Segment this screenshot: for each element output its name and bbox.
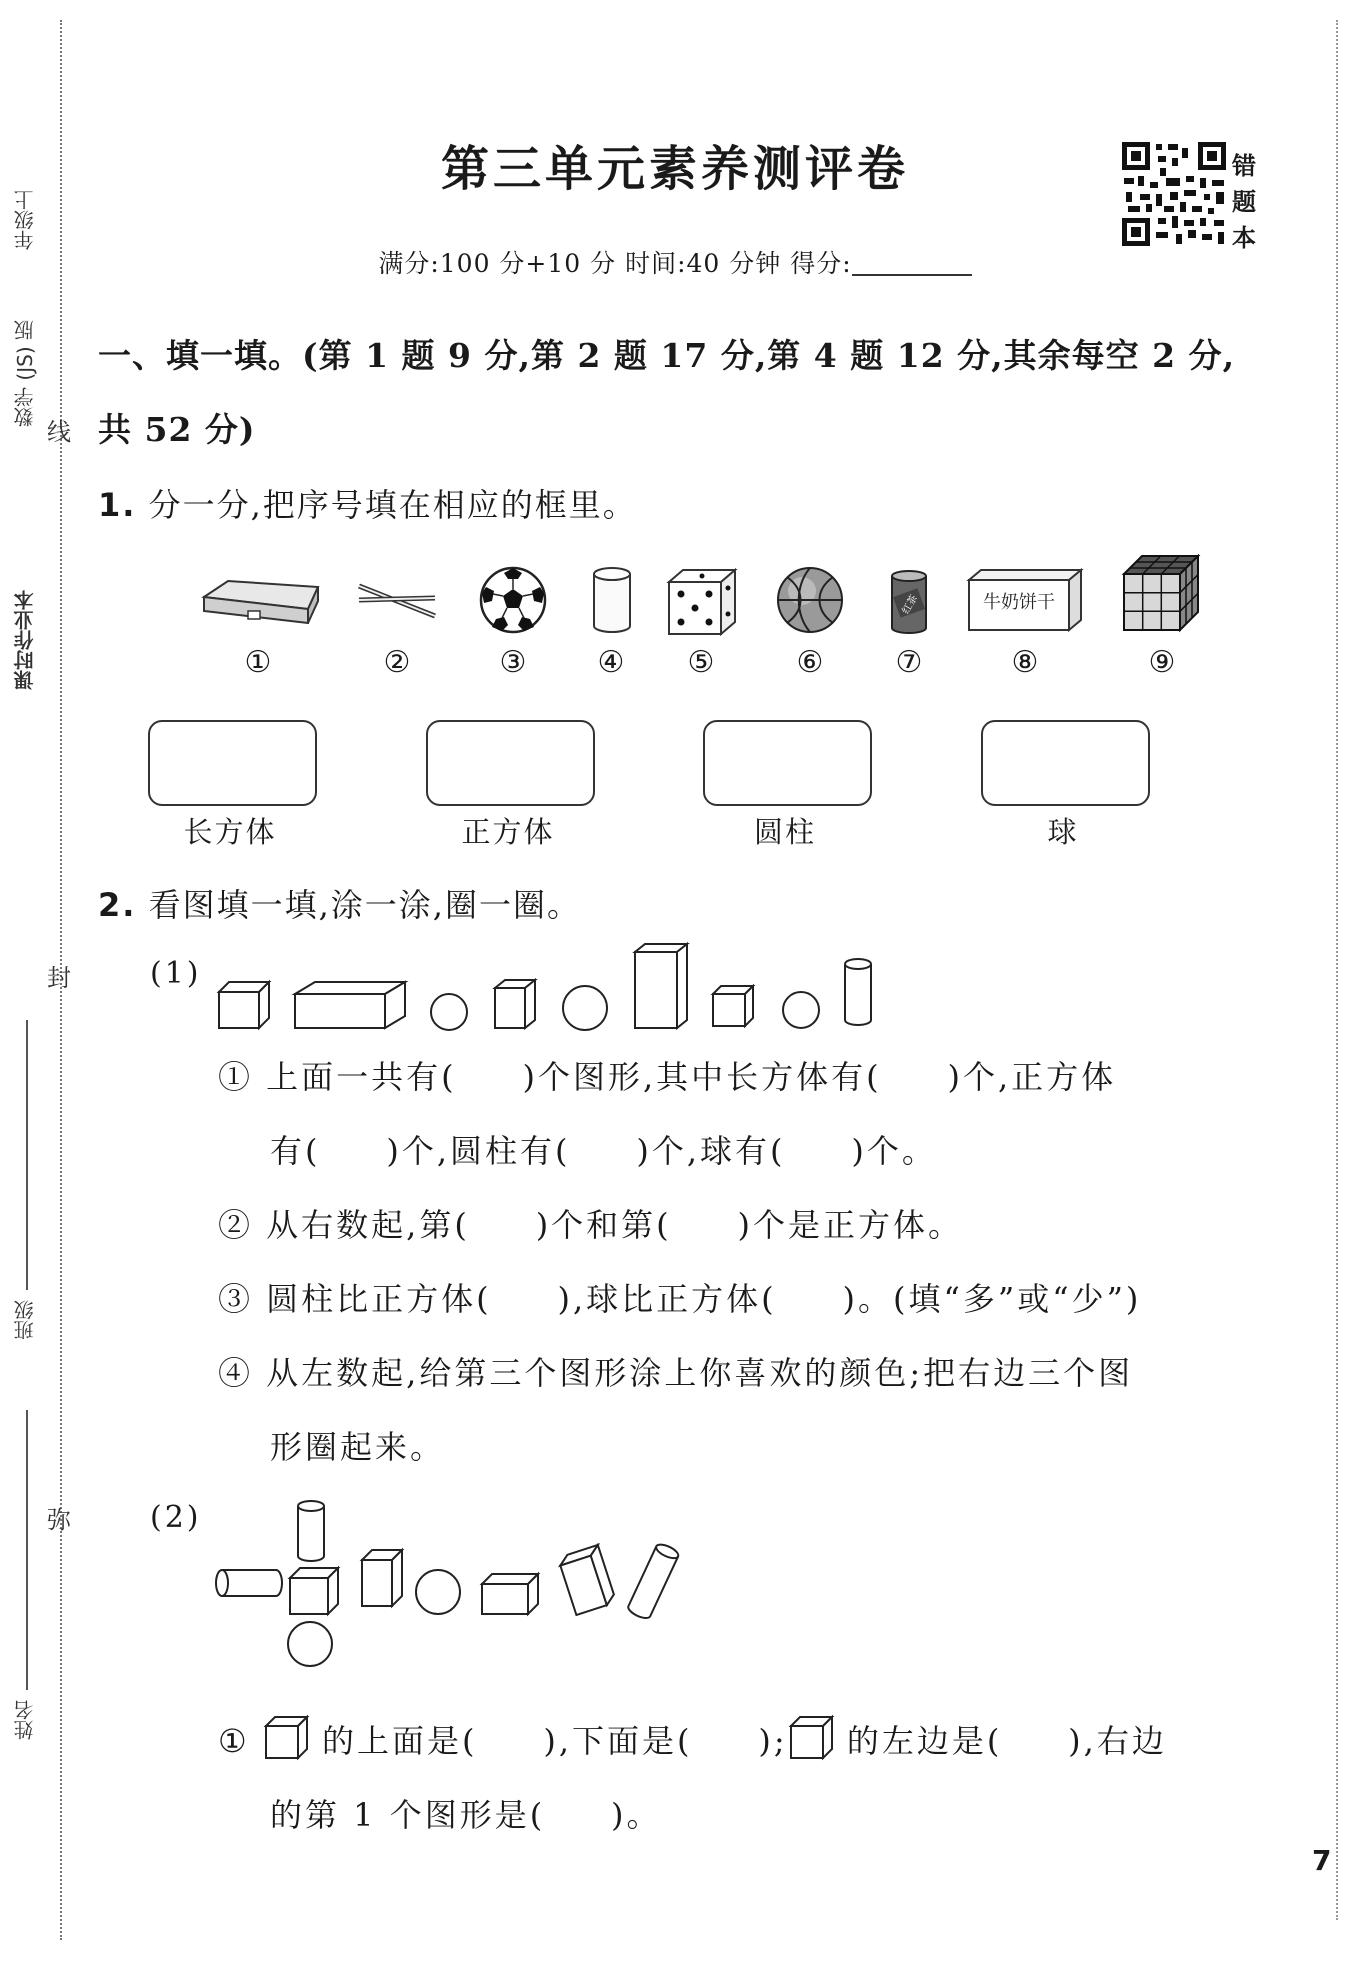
qr-code-icon[interactable] [1120,140,1228,248]
q2-1-line-5: ④ 从左数起,给第三个图形涂上你喜欢的颜色;把右边三个图 [218,1354,1134,1392]
sphere-icon [563,986,607,1030]
name-blank-line [26,1410,28,1690]
q2-1-line-4: ③ 圆柱比正方体( ),球比正方体( )。(填“多”或“少”) [218,1280,1142,1318]
section-heading-line1: 一、填一填。(第 1 题 9 分,第 2 题 17 分,第 4 题 12 分,其余每空 2 分, [98,336,1236,375]
question-1-number: 1. [98,486,137,524]
q2-2-line-1 [218,1714,1167,1762]
cuboid-icon [295,982,405,1028]
side-text-edition: 数学 (JS) 版 [13,320,37,427]
page-title: 第三单元素养测评卷 [440,141,909,197]
item-number: ① [244,645,272,680]
qr-label [1232,148,1262,256]
cube-icon [290,1568,338,1614]
part-2-label: (2) [150,1500,202,1535]
q2-1-line-6: 形圈起来。 [270,1428,446,1466]
rubiks-cube-icon [1120,552,1200,634]
sphere-icon [416,1570,460,1614]
question-2-number: 2. [98,886,137,924]
side-text-name: 姓名 [13,1700,37,1740]
box-label-cuboid: 长方体 [183,815,277,849]
cylinder-icon [216,1570,282,1596]
shapes-row-1 [215,980,895,1030]
box-label-sphere: 球 [1047,815,1079,849]
cuboid-icon [635,944,687,1028]
part-1-label: (1) [150,956,202,991]
qr-label-char: 题 [1232,187,1256,216]
question-1 [98,480,637,526]
score-blank[interactable] [852,274,972,276]
q2-1-line-2: 有( )个,圆柱有( )个,球有( )个。 [270,1132,937,1170]
basketball-icon [775,565,845,635]
answer-box-cuboid[interactable] [148,720,317,806]
cube-icon [263,1714,309,1760]
section-heading-line2: 共 52 分) [98,410,256,449]
cube-icon [219,982,269,1028]
q2-2-line-1-middle: 的上面是( ),下面是( ); [308,1722,788,1760]
page-number: 7 [1312,1844,1332,1877]
pencil-case-icon [198,575,320,630]
side-text-book: 课时作业本 [13,590,37,690]
item-number: ③ [499,645,527,680]
cuboid-icon [558,1545,616,1615]
cube-icon [713,986,753,1026]
cracker-box-icon [965,566,1085,636]
item-number: ⑥ [796,645,824,680]
qr-label-char: 本 [1232,223,1256,252]
sticks-icon [355,578,440,623]
side-mark-line: 线 [47,418,71,446]
edge-dotted-line [1336,20,1338,1920]
soccer-ball-icon [478,565,548,635]
dice-icon [665,566,737,636]
answer-box-sphere[interactable] [981,720,1150,806]
cuboid-icon [495,980,535,1028]
cylinder-icon [298,1501,324,1561]
cuboid-icon [362,1550,402,1606]
question-2-text: 看图填一填,涂一涂,圈一圈。 [148,886,581,924]
cylinder-icon [845,959,871,1025]
q2-2-line-2: 的第 1 个图形是( )。 [270,1796,662,1834]
item-number: ⑦ [895,645,923,680]
side-mark-seal2: 弥 [47,1506,71,1534]
cylinder-icon [590,566,634,636]
answer-box-cylinder[interactable] [703,720,872,806]
answer-box-cube[interactable] [426,720,595,806]
class-blank-line [26,1020,28,1290]
question-2 [98,880,581,926]
side-mark-seal: 封 [47,964,71,992]
box-label-cylinder: 圆柱 [753,815,816,849]
sphere-icon [783,992,819,1028]
cuboid-icon [482,1574,538,1614]
cylinder-icon [626,1542,680,1621]
shapes-cross-2 [212,1496,682,1681]
side-text-grade: 年级上 [13,190,37,250]
item-number: ⑨ [1148,645,1176,680]
item-number: ④ [597,645,625,680]
question-1-text: 分一分,把序号填在相应的框里。 [148,486,637,524]
q2-2-line-1-suffix: 的左边是( ),右边 [833,1722,1167,1760]
box-label-cube: 正方体 [461,815,555,849]
q2-1-line-1: ① 上面一共有( )个图形,其中长方体有( )个,正方体 [218,1058,1117,1096]
q2-1-line-3: ② 从右数起,第( )个和第( )个是正方体。 [218,1206,964,1244]
cube-icon [788,1714,834,1760]
item-number: ② [383,645,411,680]
score-info [0,244,1350,280]
q2-2-line-1-prefix: ① [218,1722,263,1760]
sphere-icon [431,994,467,1030]
side-text-class: 班级 [13,1300,37,1340]
item-number: ⑤ [687,645,715,680]
cracker-box-label: 牛奶饼干 [983,592,1055,613]
qr-label-char: 错 [1232,151,1256,180]
sphere-icon [288,1622,332,1666]
item-number: ⑧ [1011,645,1039,680]
soda-can-icon [888,566,930,636]
can-label: 红茶 [900,593,921,617]
score-info-text: 满分:100 分+10 分 时间:40 分钟 得分: [378,249,852,278]
